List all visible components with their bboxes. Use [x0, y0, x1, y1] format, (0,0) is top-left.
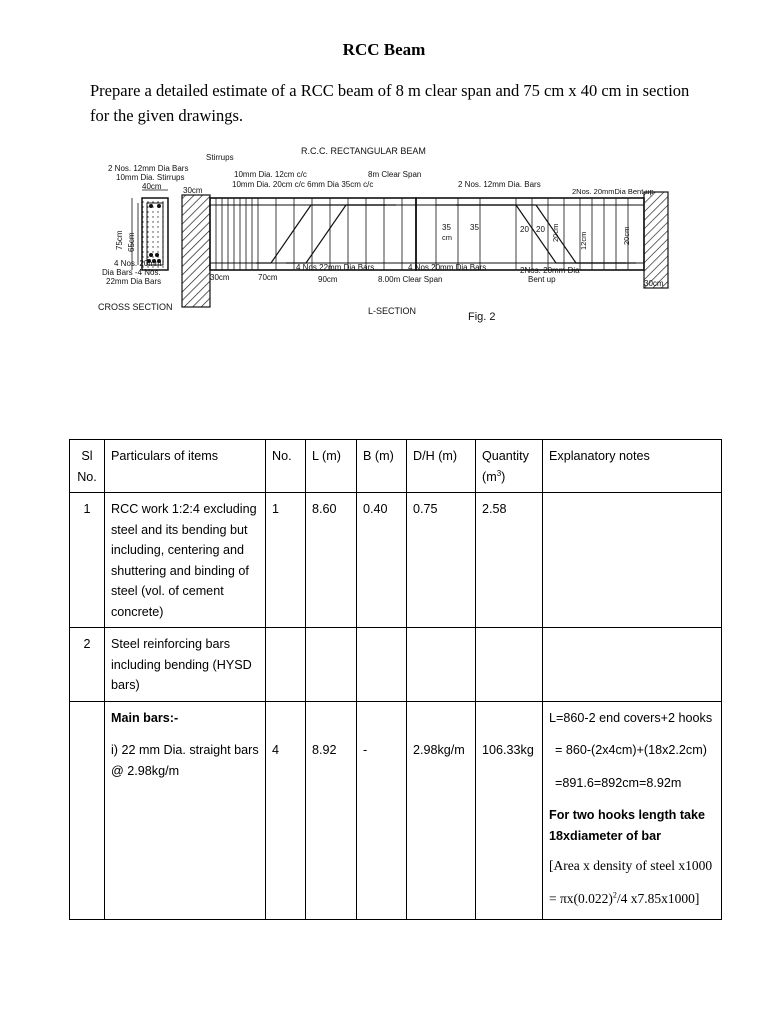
label-support-30b: 30cm: [644, 279, 664, 288]
row-2-no: [266, 628, 306, 702]
row-1-l: 8.60: [306, 493, 357, 628]
header-b: B (m): [357, 440, 407, 493]
row-2-notes: [543, 628, 722, 702]
label-bottom-bars-3: 22mm Dia Bars: [106, 277, 162, 286]
row-3-no: [266, 701, 306, 919]
note-weight-calc-b: /4 x7.85x1000]: [616, 890, 700, 906]
dim-cm: cm: [442, 233, 452, 242]
row-3-l-value: 8.92: [312, 742, 337, 757]
note-length-formula: L=860-2 end covers+2 hooks: [549, 710, 713, 725]
label-cross-section: CROSS SECTION: [98, 302, 173, 312]
header-quantity-sup: 3: [496, 468, 502, 478]
row-1-dh: 0.75: [407, 493, 476, 628]
drawing-title: R.C.C. RECTANGULAR BEAM: [301, 146, 426, 156]
header-quantity-text: Quantity (m: [482, 449, 529, 484]
row-3-sl: [70, 701, 105, 919]
row-1-no: 1: [266, 493, 306, 628]
table-row: [70, 493, 722, 628]
row-1-b: 0.40: [357, 493, 407, 628]
label-stirrup-dia: 10mm Dia. Stirrups: [116, 173, 185, 182]
row-2-sl: 2: [70, 628, 105, 702]
row-1-notes: [543, 493, 722, 628]
cross-section: [132, 190, 168, 270]
header-quantity-close: ): [501, 469, 506, 484]
label-support-30a: 30cm: [210, 273, 230, 282]
note-length-result: =891.6=892cm=8.92m: [555, 775, 682, 790]
row-3-particulars: [105, 701, 266, 919]
row-3-b-value: -: [363, 742, 368, 757]
header-particulars: Particulars of items: [105, 440, 266, 493]
label-dist-70: 70cm: [258, 273, 278, 282]
row-3-dh: [407, 701, 476, 919]
row-1-quantity: 2.58: [476, 493, 543, 628]
row-2-quantity: [476, 628, 543, 702]
note-weight-calc: [549, 889, 715, 910]
label-top-right-bars: 2 Nos. 12mm Dia. Bars: [458, 180, 541, 189]
label-bars-22: 4 Nos 22mm Dia Bars: [296, 263, 375, 272]
label-top-bars: 2 Nos. 12mm Dia Bars: [108, 164, 189, 173]
dim-20d: 20cm: [622, 226, 631, 245]
note-hook-rule: For two hooks length take 18xdiameter of bar: [549, 808, 706, 843]
beam-drawing: [96, 140, 676, 326]
row-3-l: [306, 701, 357, 919]
row-3-notes: [543, 701, 722, 919]
row-3-dh-value: 2.98kg/m: [413, 742, 465, 757]
estimate-table: [69, 439, 722, 920]
label-bent-up-bottom-2: Bent up: [528, 275, 556, 284]
note-weight-calc-a: = πx(0.022): [549, 890, 613, 906]
note-weight-formula: [Area x density of steel x1000: [549, 858, 713, 873]
left-support: [182, 195, 210, 307]
row-2-b: [357, 628, 407, 702]
row-3-quantity: [476, 701, 543, 919]
row-3-b: [357, 701, 407, 919]
label-clear-span: 8m Clear Span: [368, 170, 422, 179]
dim-20c: 20cm: [551, 223, 560, 242]
header-dh: D/H (m): [407, 440, 476, 493]
label-width: 40cm: [142, 182, 162, 191]
table-row: [70, 628, 722, 702]
row-2-l: [306, 628, 357, 702]
dim-20b: 20: [536, 225, 545, 234]
problem-statement: Prepare a detailed estimate of a RCC beam of 8 m clear span and 75 cm x 40 cm in section for the given drawings.: [90, 81, 690, 125]
row-1-particulars: RCC work 1:2:4 excluding steel and its bending but including, centering and shuttering and binding of steel (vol. of cement concrete): [105, 493, 266, 628]
header-no: No.: [266, 440, 306, 493]
row-3-item: i) 22 mm Dia. straight bars @ 2.98kg/m: [111, 743, 259, 778]
row-3-no-value: 4: [272, 742, 280, 757]
label-spacing-12: 10mm Dia. 12cm c/c: [234, 170, 307, 179]
page-title: RCC Beam: [342, 40, 426, 59]
row-3-heading: Main bars:-: [111, 710, 179, 725]
label-depth-75: 75cm: [115, 230, 124, 250]
note-length-calc: = 860-(2x4cm)+(18x2.2cm): [555, 743, 707, 757]
dim-12: 12cm: [579, 231, 588, 250]
label-stirrups: Stirrups: [206, 153, 234, 162]
label-spacing-20: 10mm Dia. 20cm c/c 6mm Dia 35cm c/c: [232, 180, 374, 189]
label-bars-20: 4 Nos 20mm Dia Bars: [408, 263, 487, 272]
dim-35a: 35: [442, 223, 451, 232]
label-l-section: L-SECTION: [368, 306, 417, 316]
header-quantity: [476, 440, 543, 493]
header-sl: Sl No.: [70, 440, 105, 493]
header-l: L (m): [306, 440, 357, 493]
label-clear-span-bottom: 8.00m Clear Span: [378, 275, 443, 284]
right-support: [644, 192, 668, 288]
row-2-particulars: Steel reinforcing bars including bending (HYSD bars): [105, 628, 266, 702]
label-cover: 30cm: [183, 186, 203, 195]
row-3-quantity-value: 106.33kg: [482, 742, 534, 757]
label-dist-90: 90cm: [318, 275, 338, 284]
label-bottom-bars-1: 4 Nos. 20mm: [114, 259, 162, 268]
label-bottom-bars-2: Dia Bars -4 Nos.: [102, 268, 161, 277]
table-header-row: [70, 440, 722, 493]
label-bent-up-bottom-1: 2Nos. 20mm Dia: [520, 266, 580, 275]
row-1-sl: 1: [70, 493, 105, 628]
label-bent-up-top: 2Nos. 20mmDia Bent up: [572, 187, 654, 196]
table-row: [70, 701, 722, 919]
header-notes: Explanatory notes: [543, 440, 722, 493]
label-fig: Fig. 2: [468, 311, 496, 323]
dim-20a: 20: [520, 225, 529, 234]
note-weight-calc-sup: 2: [612, 890, 617, 899]
row-2-dh: [407, 628, 476, 702]
label-depth-65: 65cm: [127, 232, 136, 252]
dim-35b: 35: [470, 223, 479, 232]
